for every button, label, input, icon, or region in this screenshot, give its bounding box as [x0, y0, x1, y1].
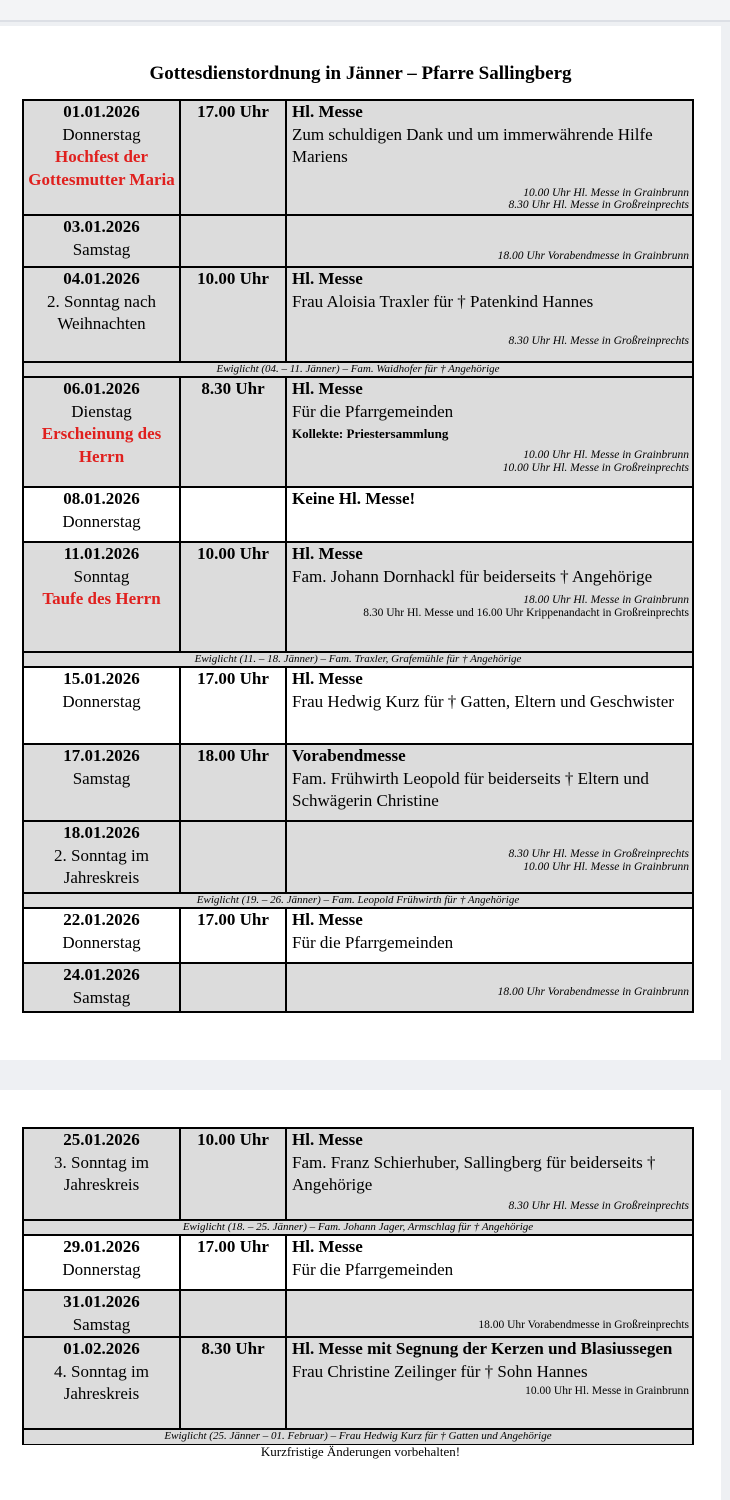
entry-time: 17.00 Uhr: [180, 908, 286, 963]
schedule-row: [23, 1337, 693, 1429]
schedule-row: [23, 1235, 693, 1290]
ewiglicht-row: [23, 893, 693, 908]
schedule-row: [23, 963, 693, 1012]
schedule-row: [23, 1290, 693, 1337]
schedule-table-page-2: [22, 1127, 694, 1445]
mass-intention: Frau Hedwig Kurz für † Gatten, Eltern und Geschwister: [292, 691, 674, 711]
entry-weekday: Donnerstag: [62, 124, 141, 144]
schedule-row: [23, 542, 693, 652]
entry-weekday: Samstag: [72, 1314, 131, 1334]
mass-intention: Für die Pfarrgemeinden: [292, 1259, 454, 1279]
entry-date: 06.01.2026: [63, 379, 140, 398]
ewiglicht-note: Ewiglicht (18. – 25. Jänner) – Fam. Johann Jager, Armschlag für † Angehörige: [23, 1220, 693, 1235]
entry-date: 11.01.2026: [63, 544, 140, 563]
mass-type: Hl. Messe: [292, 669, 363, 688]
mass-type: Keine Hl. Messe!: [292, 489, 416, 508]
entry-time: 10.00 Uhr: [180, 267, 286, 362]
collection-note: Kollekte: Priestersammlung: [292, 426, 449, 441]
entry-weekday: 2. Sonntag im Jahreskreis: [54, 845, 149, 887]
mass-intention: Zum schuldigen Dank und um immerwährende Hilfe Mariens: [292, 124, 653, 166]
schedule-row: [23, 821, 693, 893]
entry-date: 08.01.2026: [63, 489, 140, 508]
schedule-row: [23, 667, 693, 744]
mass-type: Hl. Messe: [292, 544, 363, 563]
entry-date: 01.02.2026: [63, 1339, 140, 1358]
mass-intention: Fam. Johann Dornhackl für beiderseits † Angehörige: [292, 566, 653, 586]
entry-time: 17.00 Uhr: [180, 667, 286, 744]
mass-type: Vorabendmesse: [292, 746, 406, 765]
entry-weekday: 4. Sonntag im Jahreskreis: [54, 1361, 149, 1403]
changes-reserved-note: Kurzfristige Änderungen vorbehalten!: [260, 1444, 461, 1459]
side-note: 10.00 Uhr Hl. Messe in Grainbrunn: [523, 186, 689, 199]
entry-date: 29.01.2026: [63, 1237, 140, 1256]
feast-name: Erscheinung des Herrn: [41, 424, 162, 466]
mass-intention: Frau Christine Zeilinger für † Sohn Hannes: [292, 1361, 588, 1381]
feast-name: Hochfest der Gottesmutter Maria: [28, 147, 175, 189]
schedule-row: [23, 100, 693, 215]
entry-date: 04.01.2026: [63, 269, 140, 288]
entry-weekday: Sonntag: [73, 566, 130, 586]
ewiglicht-row: [23, 1429, 693, 1444]
schedule-row: [23, 215, 693, 267]
page-title: Gottesdienstordnung in Jänner – Pfarre Sallingberg: [149, 63, 572, 84]
entry-time: 8.30 Uhr: [180, 377, 286, 487]
entry-time: 10.00 Uhr: [180, 1128, 286, 1220]
entry-date: 01.01.2026: [63, 102, 140, 121]
entry-date: 03.01.2026: [63, 217, 140, 236]
entry-weekday: 2. Sonntag nach Weihnachten: [46, 291, 157, 333]
entry-time: 8.30 Uhr: [180, 1337, 286, 1429]
ewiglicht-row: [23, 362, 693, 377]
entry-time: 17.00 Uhr: [180, 1235, 286, 1290]
entry-weekday: Donnerstag: [62, 1259, 141, 1279]
entry-date: 31.01.2026: [63, 1292, 140, 1311]
side-note: 10.00 Uhr Hl. Messe in Grainbrunn: [523, 860, 689, 873]
document-page-2: [0, 1090, 721, 1500]
mass-type: Hl. Messe: [292, 379, 363, 398]
mass-type: Hl. Messe: [292, 1237, 363, 1256]
schedule-row: [23, 908, 693, 963]
ewiglicht-note: Ewiglicht (25. Jänner – 01. Februar) – Frau Hedwig Kurz für † Gatten und Angehörige: [23, 1429, 693, 1444]
entry-weekday: Donnerstag: [62, 691, 141, 711]
entry-date: 15.01.2026: [63, 669, 140, 688]
side-note: 8.30 Uhr Hl. Messe in Großreinprechts: [508, 848, 689, 860]
side-note: 8.30 Uhr Hl. Messe in Großreinprechts: [508, 335, 689, 347]
mass-type: Hl. Messe: [292, 1130, 363, 1149]
document-page-1: [0, 26, 721, 1060]
entry-date: 25.01.2026: [63, 1130, 140, 1149]
mass-intention: Für die Pfarrgemeinden: [292, 932, 454, 952]
side-note: 8.30 Uhr Hl. Messe in Großreinprechts: [508, 199, 689, 211]
side-note: 8.30 Uhr Hl. Messe in Großreinprechts: [508, 1199, 689, 1212]
side-note: 10.00 Uhr Hl. Messe in Grainbrunn: [523, 449, 689, 461]
feast-name: Taufe des Herrn: [42, 589, 161, 608]
mass-intention: Für die Pfarrgemeinden: [292, 401, 454, 421]
side-note: 10.00 Uhr Hl. Messe in Grainbrunn: [525, 1385, 689, 1397]
schedule-row: [23, 1128, 693, 1220]
entry-date: 22.01.2026: [63, 910, 140, 929]
schedule-row: [23, 377, 693, 487]
side-note: 8.30 Uhr Hl. Messe und 16.00 Uhr Krippenandacht in Großreinprechts: [363, 606, 689, 619]
entry-date: 24.01.2026: [63, 965, 140, 984]
mass-intention: Frau Aloisia Traxler für † Patenkind Hannes: [292, 291, 594, 311]
mass-type: Hl. Messe: [292, 102, 363, 121]
side-note: 18.00 Uhr Hl. Messe in Grainbrunn: [523, 594, 689, 606]
entry-weekday: Samstag: [72, 239, 131, 259]
schedule-table-page-1: [22, 99, 694, 1013]
ewiglicht-row: [23, 1220, 693, 1235]
mass-type: Hl. Messe: [292, 910, 363, 929]
side-note: 10.00 Uhr Hl. Messe in Großreinprechts: [502, 461, 689, 474]
entry-time: 10.00 Uhr: [180, 542, 286, 652]
mass-intention: Fam. Franz Schierhuber, Sallingberg für beiderseits † Angehörige: [292, 1152, 656, 1194]
mass-type: Hl. Messe mit Segnung der Kerzen und Blasiussegen: [292, 1339, 673, 1358]
entry-weekday: 3. Sonntag im Jahreskreis: [54, 1152, 149, 1194]
entry-weekday: Donnerstag: [62, 932, 141, 952]
viewer-top-bar: [0, 0, 730, 22]
mass-type: Hl. Messe: [292, 269, 363, 288]
schedule-row: [23, 267, 693, 362]
entry-time: 17.00 Uhr: [180, 100, 286, 215]
entry-time: 18.00 Uhr: [180, 744, 286, 821]
ewiglicht-row: [23, 652, 693, 667]
side-note: 18.00 Uhr Vorabendmesse in Großreinprechts: [478, 1319, 689, 1331]
schedule-row: [23, 744, 693, 821]
ewiglicht-note: Ewiglicht (19. – 26. Jänner) – Fam. Leopold Frühwirth für † Angehörige: [23, 893, 693, 908]
entry-weekday: Samstag: [72, 987, 131, 1007]
side-note: 18.00 Uhr Vorabendmesse in Grainbrunn: [497, 250, 689, 262]
ewiglicht-note: Ewiglicht (04. – 11. Jänner) – Fam. Waidhofer für † Angehörige: [23, 362, 693, 377]
mass-intention: Fam. Frühwirth Leopold für beiderseits † Eltern und Schwägerin Christine: [292, 768, 649, 810]
entry-weekday: Samstag: [72, 768, 131, 788]
side-note: 18.00 Uhr Vorabendmesse in Grainbrunn: [497, 986, 689, 998]
entry-weekday: Donnerstag: [62, 511, 141, 531]
ewiglicht-note: Ewiglicht (11. – 18. Jänner) – Fam. Traxler, Grafemühle für † Angehörige: [23, 652, 693, 667]
entry-date: 17.01.2026: [63, 746, 140, 765]
entry-weekday: Dienstag: [71, 401, 132, 421]
entry-date: 18.01.2026: [63, 823, 140, 842]
schedule-row: [23, 487, 693, 542]
